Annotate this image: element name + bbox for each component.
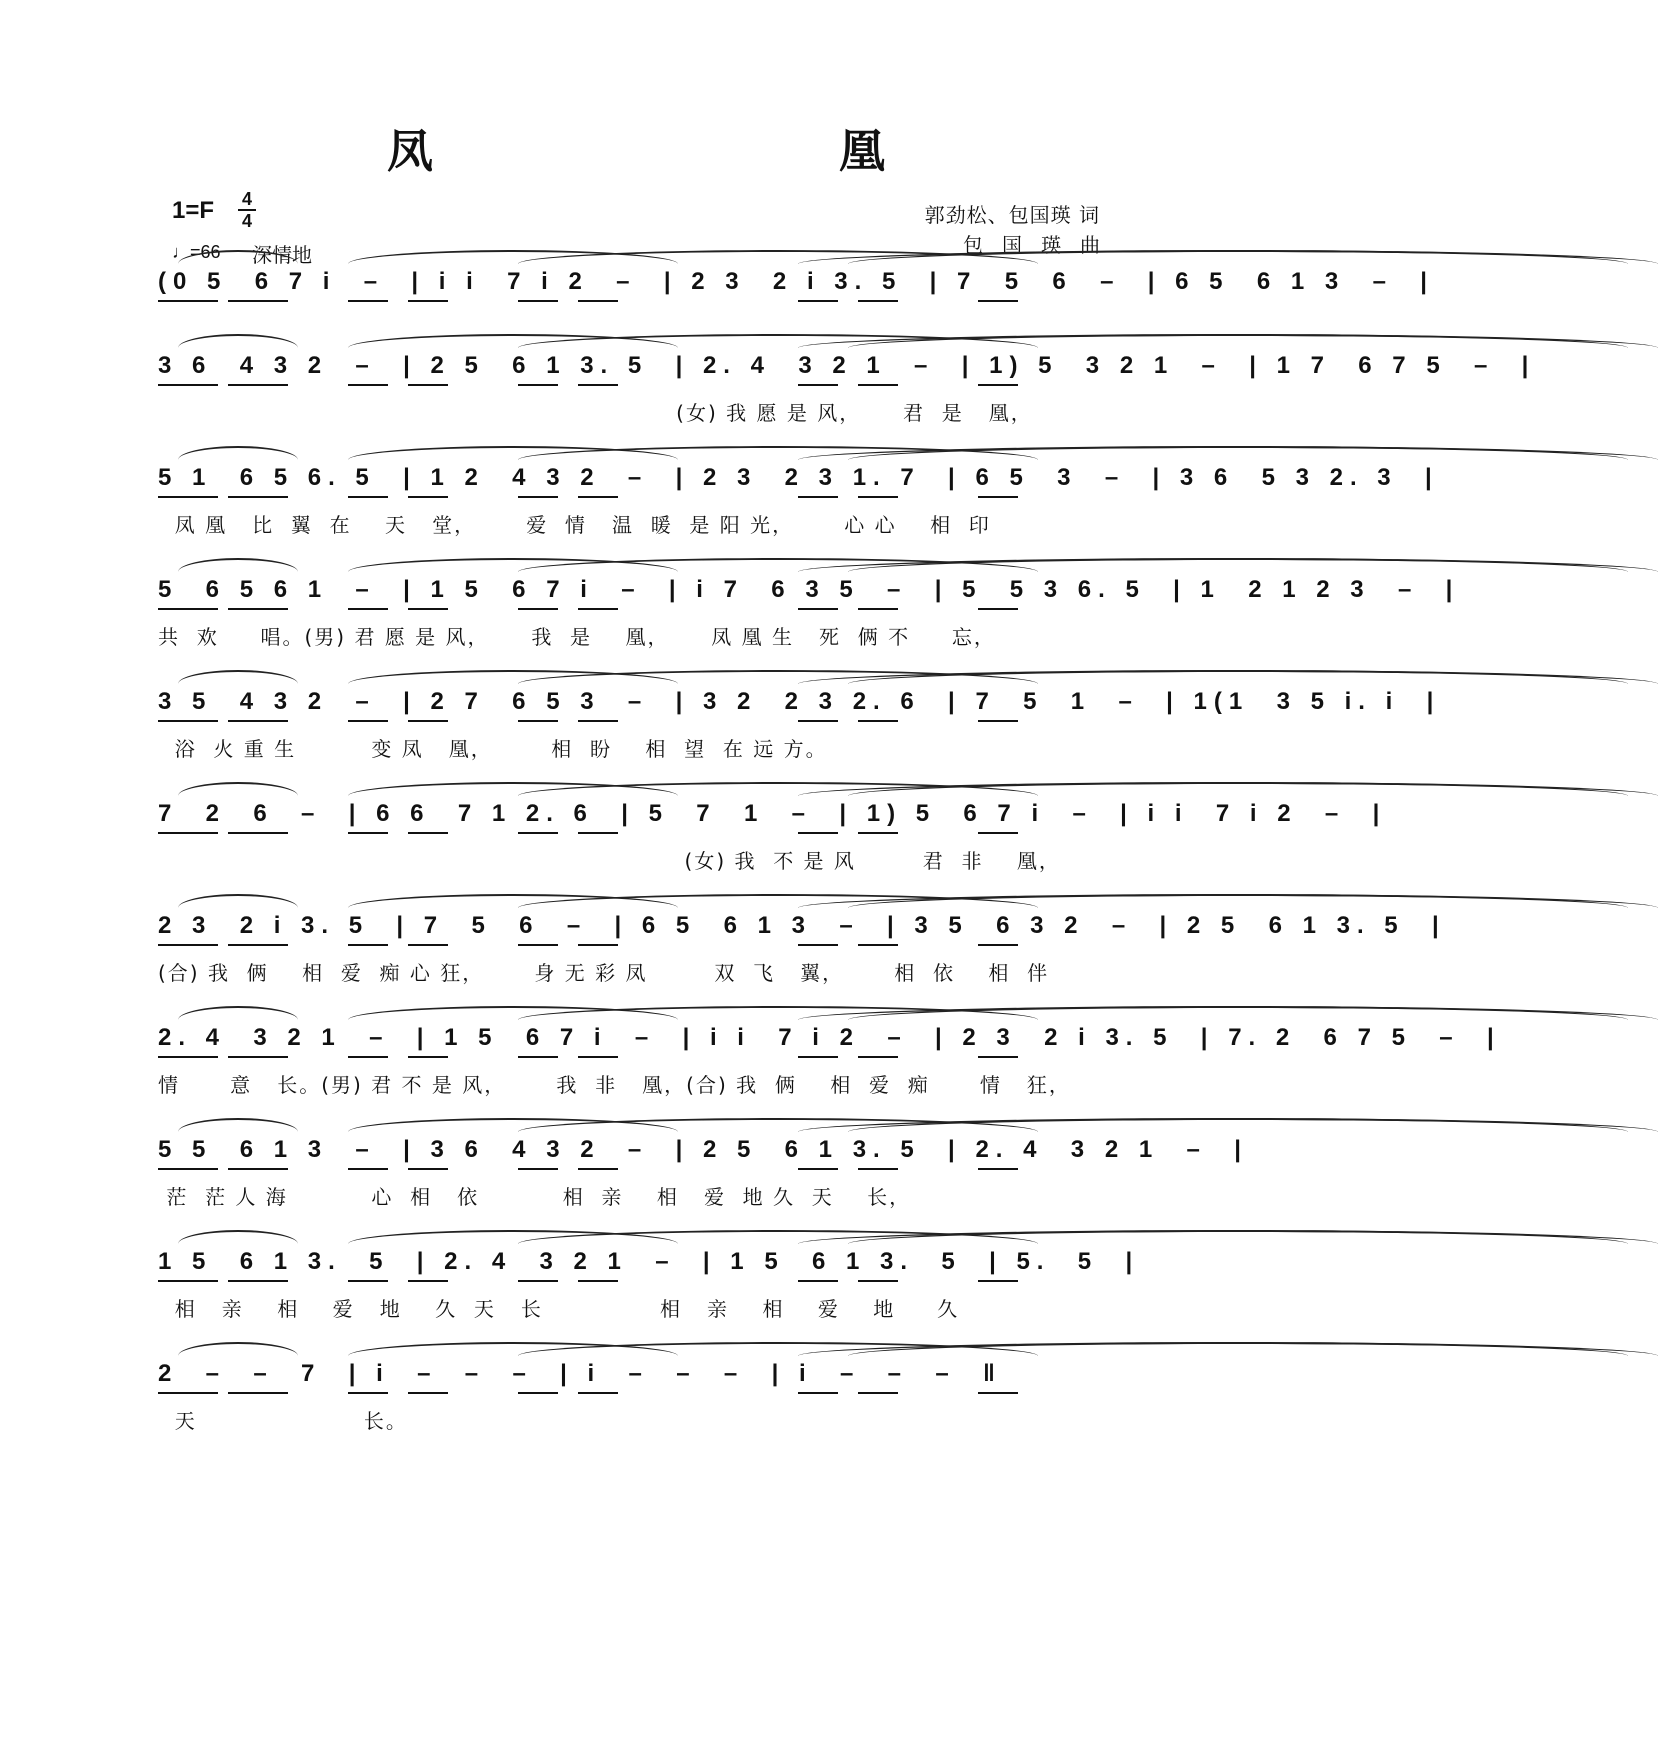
lyrics-line: (女) 我 不 是 风 君 非 凰， xyxy=(158,849,1061,873)
slur-marks xyxy=(158,1004,1116,1018)
slur-marks xyxy=(158,892,1116,906)
time-signature xyxy=(238,190,256,230)
notation-line: 2 3 2 i 3. 5 | 7 5 6 – | 6 5 6 1 3 – | 3 5 6 3 2 – | 2 5 6 1 3. 5 | xyxy=(158,912,1446,939)
notation-line: 3 6 4 3 2 – | 2 5 6 1 3. 5 | 2. 4 3 2 1 – | 1) 5 3 2 1 – | 1 7 6 7 5 – | xyxy=(158,352,1536,379)
slur-marks xyxy=(158,780,1116,794)
meter-bottom: 4 xyxy=(241,211,252,231)
slur-marks xyxy=(158,668,1116,682)
lyrics-line: 相 亲 相 爱 地 久 天 长 相 亲 相 爱 地 久 xyxy=(158,1297,960,1321)
lyrics-line: 茫 茫 人 海 心 相 依 相 亲 相 爱 地 久 天 长， xyxy=(158,1185,912,1209)
composer-credit: 包国瑛曲 xyxy=(963,233,1119,257)
notation-line: (0 5 6 7 i – | i i 7 i 2 – | 2 3 2 i 3. 5 | 7 5 6 – | 6 5 6 1 3 – | xyxy=(158,268,1434,295)
tempo-marking: ♩=66 xyxy=(172,242,221,262)
notation-line: 2 – – 7 | i – – – | i – – – | i – – – ‖ xyxy=(158,1360,1002,1387)
slur-marks xyxy=(158,1340,1116,1354)
notation-line: 7 2 6 – | 6 6 7 1 2. 6 | 5 7 1 – | 1) 5 6 7 i – | i i 7 i 2 – | xyxy=(158,800,1387,827)
credits xyxy=(924,200,1119,260)
lyrics-line: (女) 我 愿 是 风， 君 是 凰， xyxy=(158,401,1033,425)
notation-line: 5 1 6 5 6. 5 | 1 2 4 3 2 – | 2 3 2 3 1. 7 | 6 5 3 – | 3 6 5 3 2. 3 | xyxy=(158,464,1439,491)
notation-line: 2. 4 3 2 1 – | 1 5 6 7 i – | i i 7 i 2 – | 2 3 2 i 3. 5 | 7. 2 6 7 5 – | xyxy=(158,1024,1501,1051)
lyrics-line: 共 欢 唱。(男) 君 愿 是 风， 我 是 凰， 凤 凰 生 死 俩 不 忘， xyxy=(158,625,996,649)
expression-marking: 深情地 xyxy=(252,243,312,267)
slur-marks xyxy=(158,332,1116,346)
lyrics-line: 凤 凰 比 翼 在 天 堂， 爱 情 温 暖 是 阳 光， 心 心 相 印 xyxy=(158,513,991,537)
slur-marks xyxy=(158,556,1116,570)
notation-line: 5 6 5 6 1 – | 1 5 6 7 i – | i 7 6 3 5 – | 5 5 3 6. 5 | 1 2 1 2 3 – | xyxy=(158,576,1460,603)
slur-marks xyxy=(158,1116,1116,1130)
slur-marks xyxy=(158,444,1116,458)
key-signature: 1=F xyxy=(172,197,215,224)
meter-top: 4 xyxy=(241,189,252,209)
notation-line: 5 5 6 1 3 – | 3 6 4 3 2 – | 2 5 6 1 3. 5 | 2. 4 3 2 1 – | xyxy=(158,1136,1248,1163)
lyrics-line: 天 长。 xyxy=(158,1409,408,1433)
lyrics-line: 浴 火 重 生 变 凤 凰， 相 盼 相 望 在 远 方。 xyxy=(158,737,828,761)
lyrics-line: 情 意 长。(男) 君 不 是 风， 我 非 凰，(合) 我 俩 相 爱 痴 情 狂， xyxy=(158,1073,1071,1097)
page-title: 凤 凰 xyxy=(387,124,1065,178)
lyrics-line: (合) 我 俩 相 爱 痴 心 狂， 身 无 彩 凤 双 飞 翼， 相 依 相 伴 xyxy=(158,961,1050,985)
notation-line: 1 5 6 1 3. 5 | 2. 4 3 2 1 – | 1 5 6 1 3. 5 | 5. 5 | xyxy=(158,1248,1140,1275)
notation-line: 3 5 4 3 2 – | 2 7 6 5 3 – | 3 2 2 3 2. 6 | 7 5 1 – | 1(1 3 5 i. i | xyxy=(158,688,1441,715)
slur-marks xyxy=(158,1228,1116,1242)
lyricist-credit: 郭劲松、包国瑛 词 xyxy=(924,203,1100,227)
